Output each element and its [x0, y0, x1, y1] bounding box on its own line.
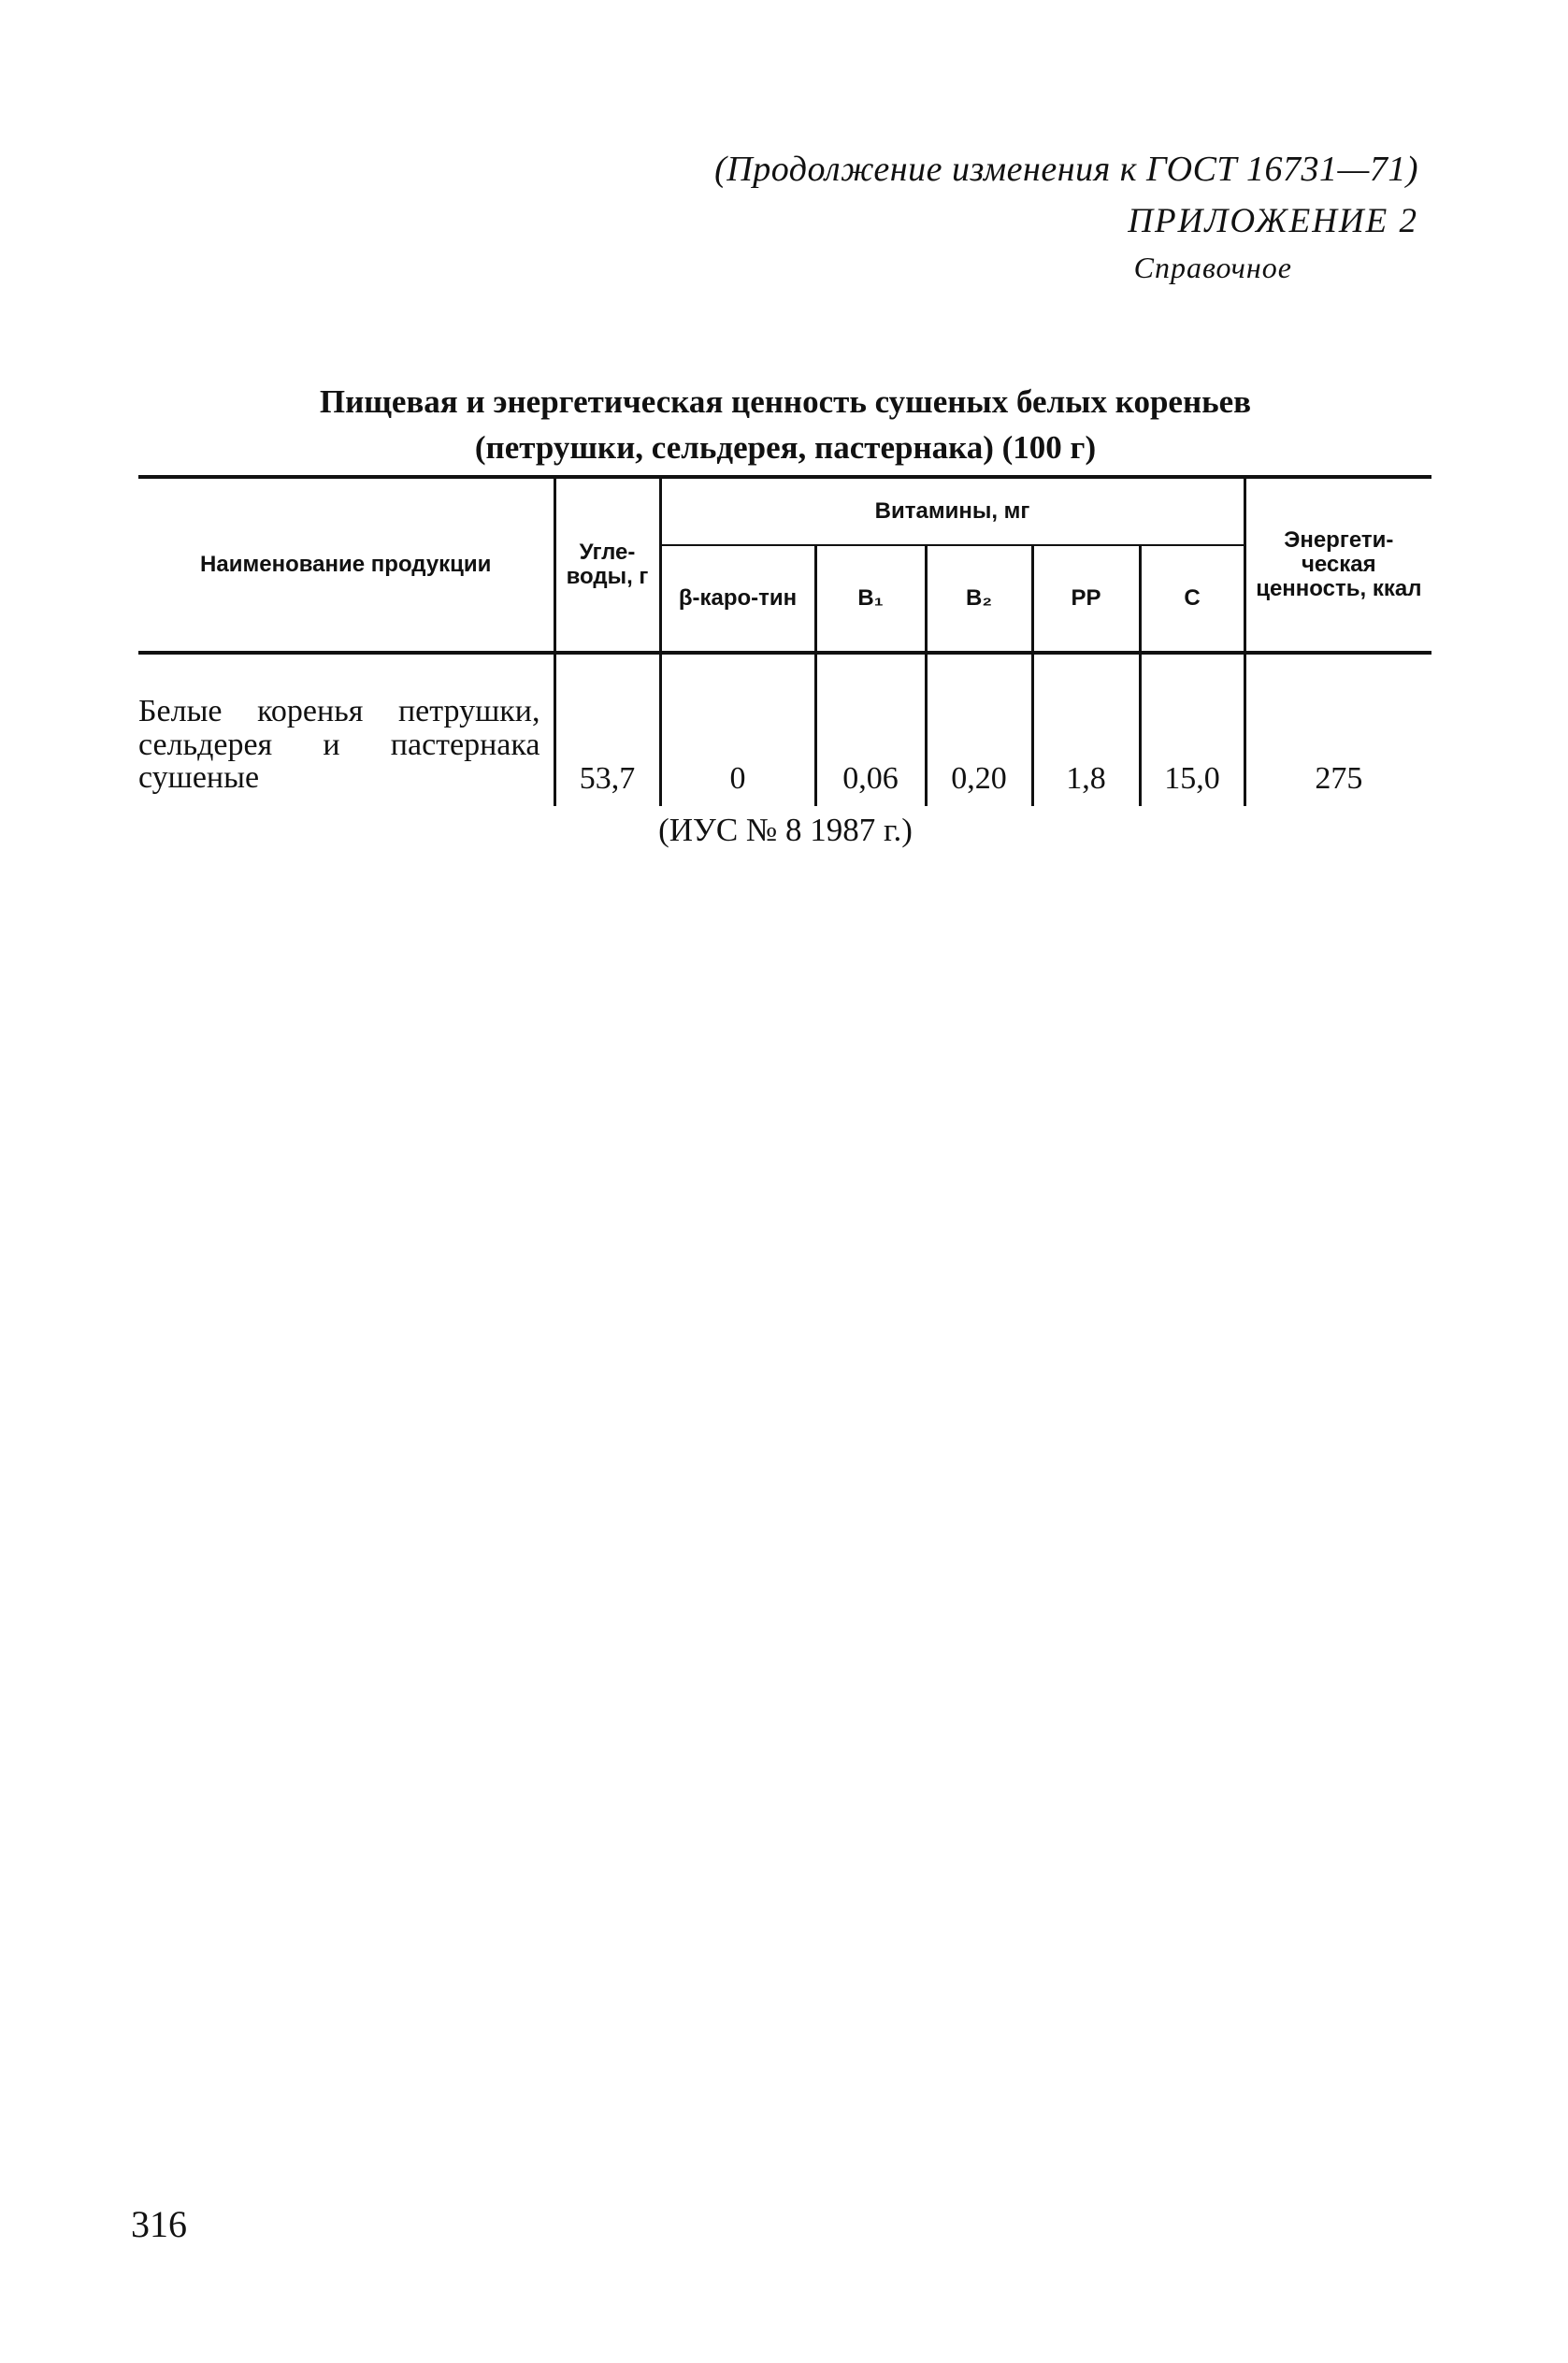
source-note: (ИУС № 8 1987 г.)	[658, 812, 913, 848]
continuation-note: (Продолжение изменения к ГОСТ 16731—71)	[714, 150, 1418, 189]
header-vitamin-b1: B₁	[815, 545, 926, 653]
cell-vitamin-c: 15,0	[1140, 653, 1244, 806]
cell-vitamin-pp: 1,8	[1032, 653, 1140, 806]
cell-energy-value: 275	[1244, 653, 1431, 806]
table-title-line-2: (петрушки, сельдерея, пастернака) (100 г)	[474, 429, 1097, 466]
header-vitamin-b2: B₂	[926, 545, 1032, 653]
cell-carbohydrates: 53,7	[554, 653, 660, 806]
header-product-name: Наименование продукции	[138, 477, 554, 653]
page-number: 316	[131, 2203, 187, 2245]
cell-vitamin-b1: 0,06	[815, 653, 926, 806]
table-title-line-1: Пищевая и энергетическая ценность сушеных белых кореньев	[319, 383, 1252, 420]
nutrition-table	[138, 475, 1431, 806]
appendix-label: ПРИЛОЖЕНИЕ 2	[1128, 201, 1418, 240]
header-vitamin-pp: PP	[1032, 545, 1140, 653]
table-title	[140, 379, 1431, 470]
cell-vitamin-b2: 0,20	[926, 653, 1032, 806]
header-carbohydrates: Угле-воды, г	[554, 477, 660, 653]
header-beta-carotene: β-каро-тин	[660, 545, 815, 653]
reference-label: Справочное	[1133, 250, 1292, 284]
header-block	[714, 148, 1418, 286]
cell-beta-carotene: 0	[660, 653, 815, 806]
header-vitamin-c: C	[1140, 545, 1244, 653]
header-vitamins-group: Витамины, мг	[660, 477, 1244, 545]
table-row	[138, 653, 1431, 806]
header-energy-value: Энергети-ческая ценность, ккал	[1244, 477, 1431, 653]
cell-product-name: Белые коренья петрушки, сельдерея и пастернака сушеные	[138, 693, 540, 796]
